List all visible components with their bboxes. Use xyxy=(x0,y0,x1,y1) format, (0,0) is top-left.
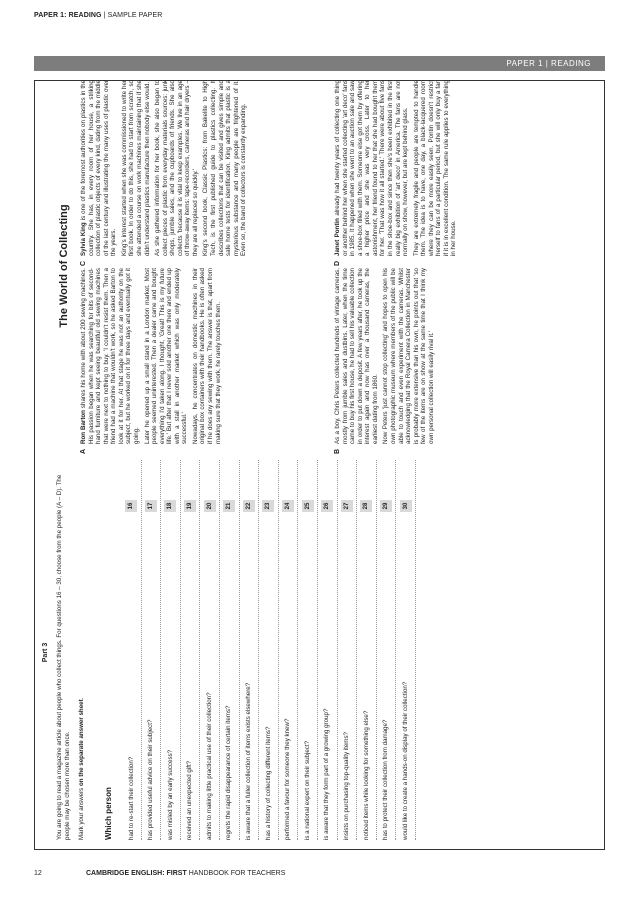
section-c-p2: King's interest started when she was commissioned to write her first book. In order to do this, she had to start from scratch, so she attended a course on work machines maintaining that if she didn't understand plastics manufacture then nobody else would. xyxy=(120,80,151,256)
question-number[interactable]: 25 xyxy=(302,500,314,512)
question-text: is aware that a fuller collection of items exists elsewhere? xyxy=(245,682,253,840)
question-row xyxy=(259,460,279,840)
question-number[interactable]: 29 xyxy=(380,500,392,512)
section-letter-c: C xyxy=(80,260,87,266)
question-row xyxy=(396,460,416,840)
section-d-p2: They are extremely fragile and people are tempted to handle them. The idea is to have, one day, a black-lacquered room where they can be more easily seen. Pontin doesn't restrict herself to fans of a particular period, but she will only buy a fan if it is in excellent condition. The same rule applies to everything in her house. xyxy=(412,80,458,256)
question-row xyxy=(318,460,338,840)
question-text: noticed items while looking for something else? xyxy=(362,710,370,840)
rotated-content xyxy=(34,80,605,850)
question-number[interactable]: 27 xyxy=(341,500,353,512)
header-separator: | xyxy=(103,12,106,19)
section-letter-b: B xyxy=(334,448,341,454)
mark-answer-sheet: on the separate answer sheet xyxy=(78,699,86,786)
question-row xyxy=(122,460,142,840)
section-b-p1: As a boy, Chris Peters collected hundreds of vintage cameras, mostly from jumble sales and dustbins. Later, when the time came to buy his first house, he had to sell his valuable collection in order to put down a deposit. A few years after, he took up the interest again and now has over a thousand cameras, the earliest dating from 1860. xyxy=(334,268,379,444)
question-number[interactable]: 22 xyxy=(243,500,255,512)
question-row xyxy=(357,460,377,840)
question-row xyxy=(220,460,240,840)
question-number[interactable]: 16 xyxy=(125,500,137,512)
question-row xyxy=(200,460,220,840)
question-row xyxy=(161,460,181,840)
section-letter-d: D xyxy=(334,260,341,266)
section-b-p2: Now Peters 'just cannot stop collecting' and hopes to open his own photographic museum where members of the public will be able to touch and even experiment with the cameras. Whilst acknowledging that the Royal Camera Collection in Manchester is probably more extensive than his own, he points out that 'so few of the items are on show at the same time that I think my own personal collection will easily rival it.' xyxy=(382,268,435,444)
section-a-text1: shares his home with about 200 sewing machines. His passion began when he was searching for bits of second-hand furniture and kept seeing beautiful old sewing machines that were next to nothing to buy. 'I couldn't resist them. Then a friend had a machine that wouldn't work, so he asked Barton to look at it for her. At that stage he was not an authority on the subject, but he worked on it for three days and eventually got it going. xyxy=(80,267,140,444)
question-text: has provided useful advice on their subject? xyxy=(147,719,155,840)
band-label: PAPER 1 | READING xyxy=(506,59,591,68)
section-a-p1 xyxy=(80,268,141,444)
question-text: has a history of collecting different items? xyxy=(264,726,272,840)
question-number[interactable]: 23 xyxy=(262,500,274,512)
question-row xyxy=(279,460,299,840)
question-number[interactable]: 26 xyxy=(321,500,333,512)
book-subtitle: HANDBOOK FOR TEACHERS xyxy=(188,870,286,877)
section-d-p1 xyxy=(334,80,410,256)
section-d xyxy=(334,80,574,266)
question-number[interactable]: 17 xyxy=(145,500,157,512)
question-heading: Which person xyxy=(104,787,113,840)
section-a xyxy=(80,267,222,454)
section-c xyxy=(80,79,248,266)
question-text: admits to making little practical use of their collection? xyxy=(205,692,213,840)
question-number[interactable]: 19 xyxy=(184,500,196,512)
question-number[interactable]: 28 xyxy=(360,500,372,512)
instruction-text: You are going to read a magazine article about people who collect things. For questions 16 – 30, choose from the people (A – D). The people may be chosen more than once. xyxy=(56,474,71,840)
sample-paper-label: SAMPLE PAPER xyxy=(107,12,163,19)
book-title: CAMBRIDGE ENGLISH: FIRST xyxy=(86,870,187,877)
question-text: insists on purchasing top-quality items? xyxy=(343,732,351,840)
question-text: received an unexpected gift? xyxy=(186,760,194,840)
question-number[interactable]: 21 xyxy=(223,500,235,512)
mark-prefix: Mark your answers xyxy=(78,787,86,840)
question-text: has to protect their collection from damage? xyxy=(382,719,390,840)
name-sylvia-king: Sylvia King xyxy=(80,222,87,256)
question-number[interactable]: 30 xyxy=(400,500,412,512)
question-text: was misled by an early success? xyxy=(166,749,174,840)
question-number[interactable]: 20 xyxy=(204,500,216,512)
question-text: is aware that they form part of a growing group? xyxy=(323,708,331,840)
article-title: The World of Collecting xyxy=(58,204,70,328)
paper-label: PAPER 1: READING xyxy=(34,12,102,19)
question-row xyxy=(377,460,397,840)
question-row xyxy=(240,460,260,840)
name-janet-pontin: Janet Pontin xyxy=(334,218,341,256)
instructions xyxy=(56,460,93,840)
part-title: Part 3 xyxy=(42,642,49,663)
question-text: had to re-start their collection? xyxy=(127,756,135,840)
section-c-p1 xyxy=(80,80,118,256)
section-a-p3: Nowadays, he concentrates on domestic machines in their original box containers with their handbooks. He is often asked if he does any sewing with them. The answer is that, apart from making sure that they work, he rarely touches them. xyxy=(191,268,222,444)
page-footer xyxy=(34,870,285,877)
question-row xyxy=(142,460,162,840)
section-c-p4: King's second book, Classic Plastics: from Bakelite to High Tech, is the first published guide to plastics collecting. It describes collections that can be visited and gives simple and safe home tests for identification. King admits that plastic is a mysterious substance and many people are frightened of it. Even so, the band of collectors is constantly expanding. xyxy=(202,80,248,256)
section-a-p2: Later he opened up a small stand in a London market. Most people seemed uninterested. Then a dealer came and bought everything I'd taken along. I thought, 'Great! This is my future life.' But after that I never sold another one there and ended up with a stall in another market which was only moderately successful.' xyxy=(143,268,189,444)
question-number[interactable]: 24 xyxy=(282,500,294,512)
question-text: performed a favour for someone they knew? xyxy=(284,718,292,840)
section-b xyxy=(334,268,574,454)
page-number: 12 xyxy=(34,870,42,877)
question-number[interactable]: 18 xyxy=(164,500,176,512)
question-list xyxy=(122,460,416,840)
question-row xyxy=(181,460,201,840)
article-panel xyxy=(34,80,605,452)
section-c-p3: As she gathered information for her book, she also began to collect pieces of plastic from everyday materials sources: junk shops, jumble sales, and the cupboards of friends. She also collects 'because it is vital to keep examples. We live in an age of throw-away items: tape-recorders, cameras and hair dryers – they are all replaced so quickly.' xyxy=(154,80,199,256)
mark-instruction: Mark your answers on the separate answer sheet. xyxy=(78,697,86,840)
question-text: is a national expert on their subject? xyxy=(303,740,311,840)
section-band xyxy=(34,56,605,71)
page-header xyxy=(34,12,162,19)
question-row xyxy=(298,460,318,840)
question-text: would like to create a hands-on display of their collection? xyxy=(401,681,409,840)
section-c-text1: is one of the foremost authorities on plastics in the country. She has, in every room of her house, a striking collection of plastic objects of every kind, dating from the middle of the last century and illustrating the many uses of plastic over the years. xyxy=(80,79,118,256)
question-row xyxy=(338,460,358,840)
section-letter-a: A xyxy=(80,448,87,454)
section-d-text1: already had twenty years of collecting one thing or another behind her when she started collecting 'art deco' fans in 1985. It happened when she went to an auction sale and saw a shoe-box filled with them. Someone else got them by offering a higher price and she was very cross. Later to her astonishment, her friend found to her that she had bought them for her. 'That was how it all started.' There were about five fans in the shoe-box and since then she's been exhibited in the first really big exhibition of 'art deco' in America. The fans are not normally on show, however, but are kept behind glass. xyxy=(334,80,410,256)
question-text: regrets the rapid disappearance of certain items? xyxy=(225,705,233,840)
name-ron-barton: Ron Barton xyxy=(80,410,87,444)
questions-panel xyxy=(34,455,605,850)
